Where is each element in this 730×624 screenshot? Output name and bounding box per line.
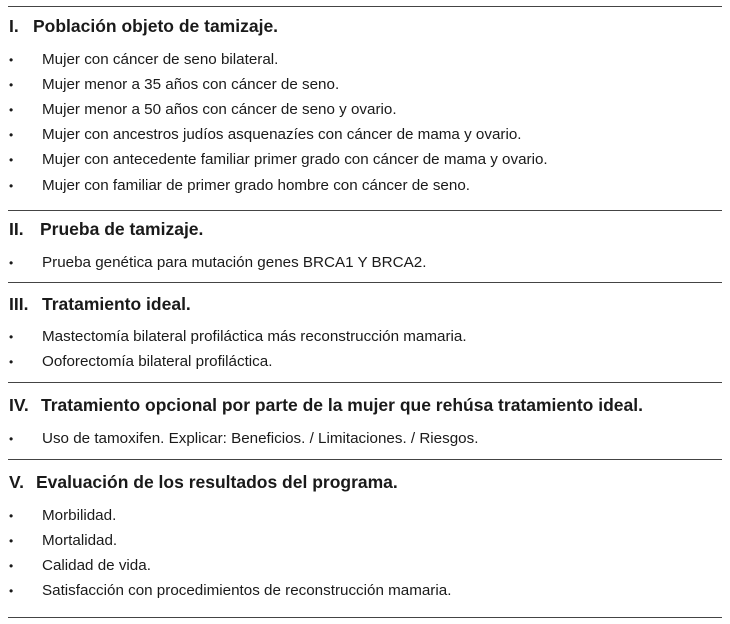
list-item xyxy=(0,351,730,373)
bullet: • xyxy=(9,330,14,344)
list-item-text: Mujer con cáncer de seno bilateral. xyxy=(42,51,279,68)
bullet: • xyxy=(9,584,14,598)
bullet: • xyxy=(9,256,14,270)
list-item-text: Ooforectomía bilateral profiláctica. xyxy=(42,353,273,370)
section-title: Población objeto de tamizaje. xyxy=(33,16,279,36)
list-item-text: Satisfacción con procedimientos de reconstrucción mamaria. xyxy=(42,582,452,599)
bullet: • xyxy=(9,559,14,573)
section-divider xyxy=(8,459,722,460)
list-item-text: Uso de tamoxifen. Explicar: Beneficios. / Limitaciones. / Riesgos. xyxy=(42,430,479,447)
bottom-rule xyxy=(8,617,722,618)
section-number: V. xyxy=(9,472,24,492)
section-title: Evaluación de los resultados del programa. xyxy=(36,472,398,492)
list-item xyxy=(0,175,730,197)
list-item-text: Mujer con antecedente familiar primer grado con cáncer de mama y ovario. xyxy=(42,151,548,168)
bullet: • xyxy=(9,128,14,142)
list-item xyxy=(0,530,730,552)
list-item xyxy=(0,505,730,527)
bullet: • xyxy=(9,534,14,548)
section-heading xyxy=(9,395,643,416)
list-item-text: Mortalidad. xyxy=(42,532,118,549)
bullet: • xyxy=(9,53,14,67)
section-number: I. xyxy=(9,16,19,36)
bullet: • xyxy=(9,153,14,167)
list-item xyxy=(0,326,730,348)
section-heading xyxy=(9,16,278,37)
section-divider xyxy=(8,210,722,211)
bullet: • xyxy=(9,355,14,369)
bullet: • xyxy=(9,78,14,92)
section-number: III. xyxy=(9,294,29,314)
list-item-text: Morbilidad. xyxy=(42,507,117,524)
list-item-text: Mujer con familiar de primer grado hombre con cáncer de seno. xyxy=(42,177,470,194)
list-item xyxy=(0,49,730,71)
top-rule xyxy=(8,6,722,7)
section-title: Prueba de tamizaje. xyxy=(40,219,204,239)
section-number: II. xyxy=(9,219,24,239)
list-item xyxy=(0,99,730,121)
bullet: • xyxy=(9,103,14,117)
section-divider xyxy=(8,382,722,383)
bullet: • xyxy=(9,509,14,523)
list-item-text: Mujer menor a 35 años con cáncer de seno. xyxy=(42,76,340,93)
section-title: Tratamiento opcional por parte de la mujer que rehúsa tratamiento ideal. xyxy=(41,395,643,415)
list-item-text: Prueba genética para mutación genes BRCA1 Y BRCA2. xyxy=(42,254,427,271)
list-item-text: Mujer con ancestros judíos asquenazíes con cáncer de mama y ovario. xyxy=(42,126,522,143)
section-title: Tratamiento ideal. xyxy=(42,294,191,314)
bullet: • xyxy=(9,179,14,193)
list-item xyxy=(0,580,730,602)
list-item-text: Calidad de vida. xyxy=(42,557,151,574)
section-heading xyxy=(9,294,191,315)
bullet: • xyxy=(9,432,14,446)
section-divider xyxy=(8,282,722,283)
section-heading xyxy=(9,219,203,240)
list-item-text: Mastectomía bilateral profiláctica más reconstrucción mamaria. xyxy=(42,328,467,345)
list-item xyxy=(0,74,730,96)
list-item xyxy=(0,428,730,450)
list-item-text: Mujer menor a 50 años con cáncer de seno y ovario. xyxy=(42,101,397,118)
list-item xyxy=(0,149,730,171)
section-heading xyxy=(9,472,398,493)
list-item xyxy=(0,555,730,577)
list-item xyxy=(0,124,730,146)
section-number: IV. xyxy=(9,395,29,415)
list-item xyxy=(0,252,730,274)
